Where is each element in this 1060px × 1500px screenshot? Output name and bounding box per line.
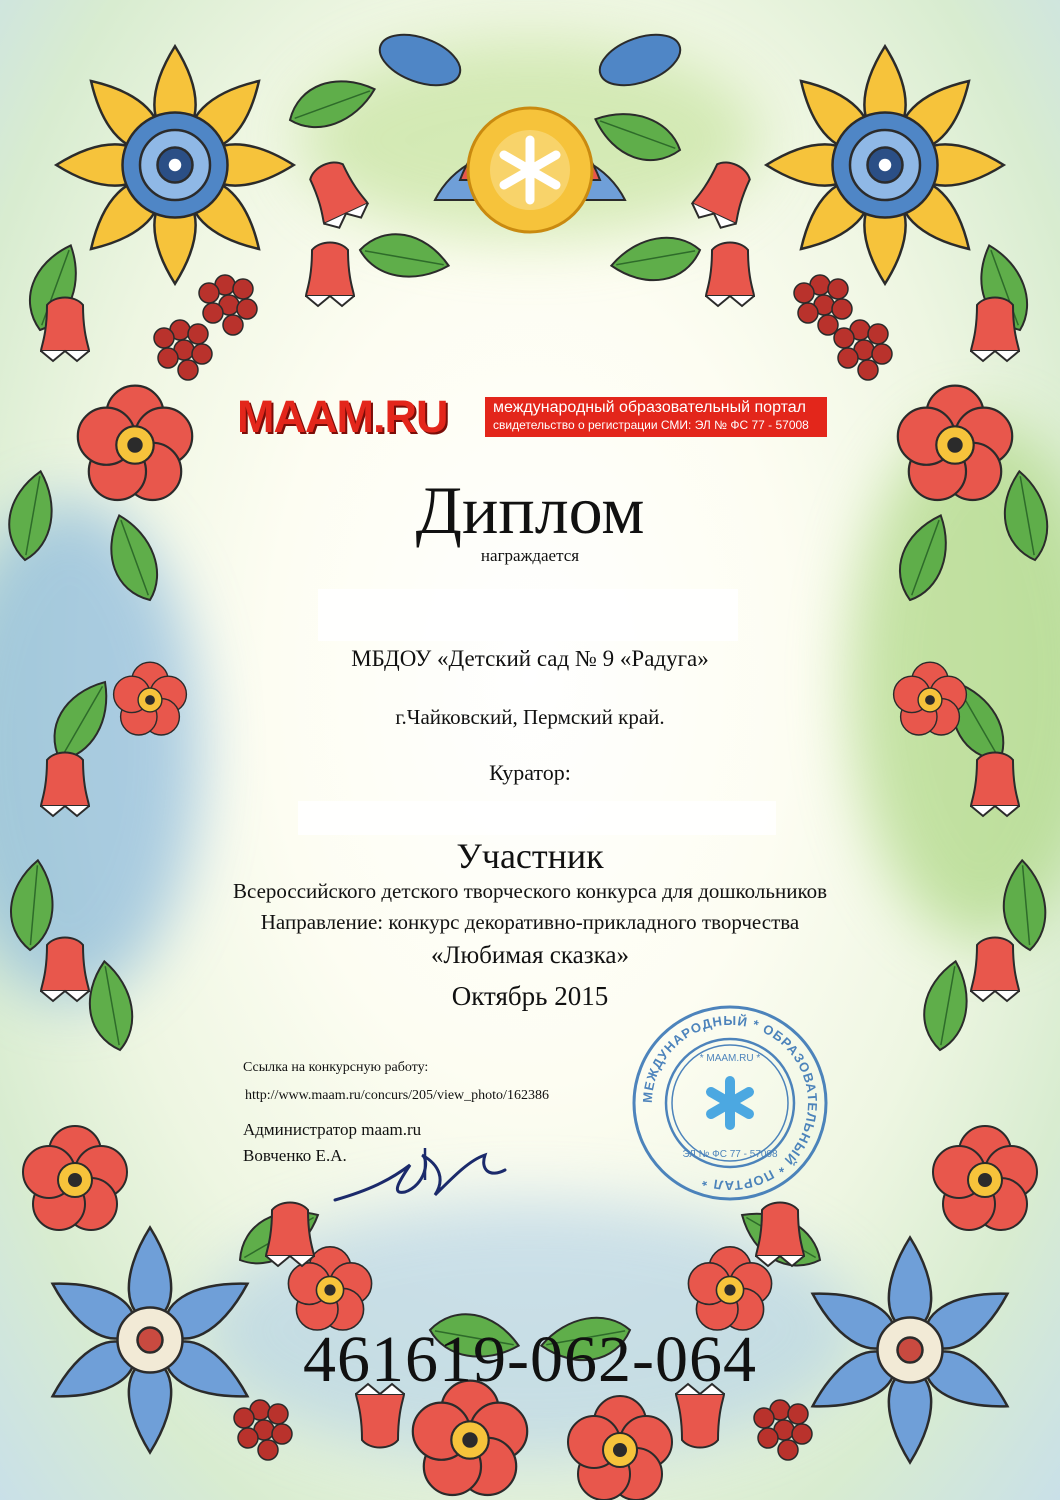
direction-text: Направление: конкурс декоративно-прикладного творчества: [260, 910, 800, 934]
curator-label: Куратор:: [489, 760, 571, 785]
admin-title: Администратор maam.ru: [243, 1120, 422, 1139]
recipient-name-blank: [318, 589, 738, 641]
admin-name: Вовченко Е.А.: [243, 1146, 347, 1165]
curator-name-blank: [298, 801, 776, 835]
seal-ring-text: МЕЖДУНАРОДНЫЙ * ОБРАЗОВАТЕЛЬНЫЙ * ПОРТАЛ *: [639, 1012, 821, 1194]
logo-registration: свидетельство о регистрации СМИ: ЭЛ № ФС 77 - 57008: [493, 418, 809, 432]
logo-banner: [485, 397, 827, 437]
maam-logo: [237, 392, 827, 442]
diploma-number: 461619-062-064: [303, 1323, 757, 1396]
seal-asterisk-icon: [711, 1081, 749, 1125]
logo-brand-text: MAAM.RU: [237, 391, 448, 442]
contest-date: Октябрь 2015: [451, 981, 609, 1011]
link-url: http://www.maam.ru/concurs/205/view_photo/162386: [245, 1088, 549, 1103]
link-label: Ссылка на конкурсную работу:: [243, 1060, 429, 1075]
diploma-title: Диплом: [415, 472, 645, 548]
institution-name: МБДОУ «Детский сад № 9 «Радуга»: [351, 646, 709, 671]
status-text: Участник: [456, 836, 604, 876]
seal-site-text: * MAAM.RU *: [699, 1053, 761, 1064]
awarded-text: награждается: [480, 546, 580, 565]
admin-signature: [330, 1140, 510, 1210]
location-text: г.Чайковский, Пермский край.: [395, 705, 665, 729]
logo-tagline: международный образовательный портал: [493, 399, 806, 416]
contest-name: «Любимая сказка»: [431, 942, 629, 969]
contest-text: Всероссийского детского творческого конкурса для дошкольников: [232, 879, 827, 903]
seal-reg-text: ЭЛ № ФС 77 - 57008: [682, 1149, 778, 1160]
official-seal: [630, 1003, 830, 1203]
